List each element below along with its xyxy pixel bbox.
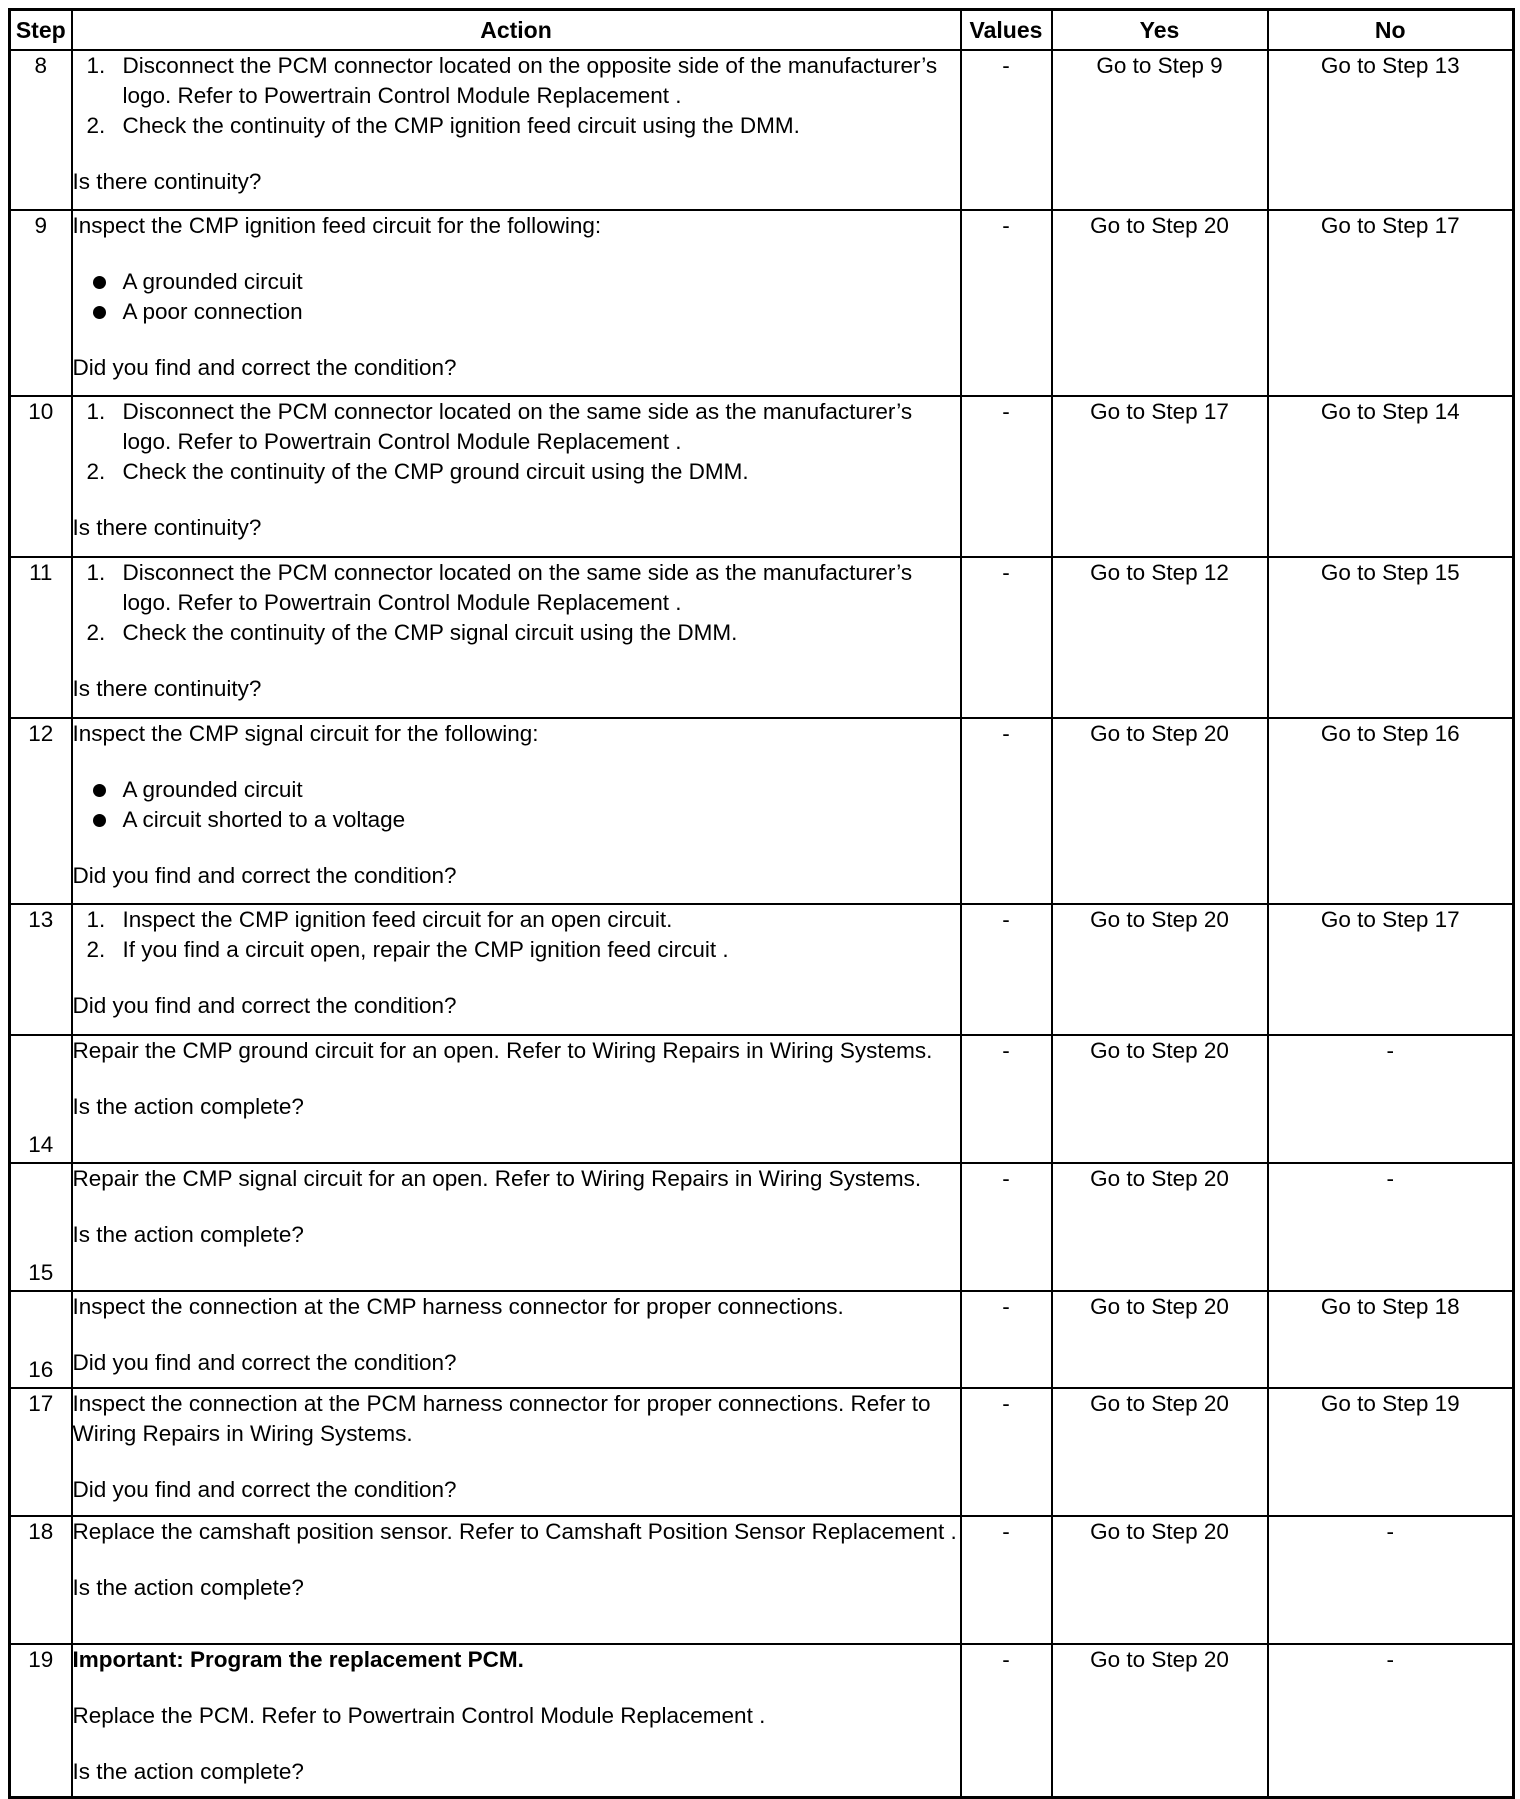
list-item: 1. Inspect the CMP ignition feed circuit for an open circuit. — [86, 907, 673, 932]
values-cell: - — [961, 396, 1052, 557]
step-number: 10 — [10, 396, 72, 557]
action-text: Replace the PCM. Refer to Powertrain Control Module Replacement . — [72, 1703, 766, 1728]
table-row — [10, 557, 1514, 718]
values-cell: - — [961, 210, 1052, 396]
no-cell: - — [1268, 1644, 1514, 1797]
action-cell — [72, 718, 961, 904]
step-number: 13 — [10, 904, 72, 1035]
step-number: 12 — [10, 718, 72, 904]
question-text: Is there continuity? — [72, 676, 262, 701]
action-cell — [72, 1035, 961, 1163]
intro-text: Inspect the CMP signal circuit for the following: — [72, 721, 539, 746]
step-number: 19 — [10, 1644, 72, 1797]
action-text: Inspect the connection at the CMP harness connector for proper connections. — [72, 1294, 844, 1319]
no-cell: Go to Step 19 — [1268, 1388, 1514, 1516]
no-cell: Go to Step 16 — [1268, 718, 1514, 904]
question-text: Is the action complete? — [72, 1094, 304, 1119]
yes-cell: Go to Step 9 — [1052, 50, 1268, 210]
values-cell: - — [961, 1291, 1052, 1388]
action-cell — [72, 557, 961, 718]
action-cell — [72, 1291, 961, 1388]
yes-cell: Go to Step 20 — [1052, 904, 1268, 1035]
list-item: A circuit shorted to a voltage — [73, 805, 960, 835]
question-text: Did you find and correct the condition? — [72, 863, 457, 888]
list-item: 2. Check the continuity of the CMP ignition feed circuit using the DMM. — [86, 113, 800, 138]
yes-cell: Go to Step 20 — [1052, 1163, 1268, 1291]
header-values: Values — [961, 10, 1052, 51]
table-row — [10, 210, 1514, 396]
header-row — [10, 10, 1514, 51]
table-row — [10, 1291, 1514, 1388]
diagnostic-table — [8, 8, 1515, 1799]
header-action: Action — [72, 10, 961, 51]
no-cell: Go to Step 17 — [1268, 210, 1514, 396]
list-item: 1. Disconnect the PCM connector located on the same side as the manufacturer’s logo. Refer to Powertrain Control Module Replacement . — [86, 560, 913, 615]
values-cell: - — [961, 904, 1052, 1035]
no-cell: - — [1268, 1035, 1514, 1163]
table-row — [10, 1035, 1514, 1163]
yes-cell: Go to Step 17 — [1052, 396, 1268, 557]
question-text: Is the action complete? — [72, 1222, 304, 1247]
yes-cell: Go to Step 20 — [1052, 1035, 1268, 1163]
step-number: 16 — [10, 1291, 72, 1388]
question-text: Is there continuity? — [72, 169, 262, 194]
no-cell: - — [1268, 1163, 1514, 1291]
action-cell — [72, 1163, 961, 1291]
no-cell: Go to Step 18 — [1268, 1291, 1514, 1388]
no-cell: Go to Step 13 — [1268, 50, 1514, 210]
action-text: Repair the CMP ground circuit for an open. Refer to Wiring Repairs in Wiring Systems. — [72, 1038, 933, 1063]
table-row — [10, 1388, 1514, 1516]
no-cell: Go to Step 15 — [1268, 557, 1514, 718]
step-number: 17 — [10, 1388, 72, 1516]
table-row — [10, 1644, 1514, 1797]
yes-cell: Go to Step 20 — [1052, 1291, 1268, 1388]
question-text: Is the action complete? — [72, 1575, 304, 1600]
list-item: A grounded circuit — [73, 775, 960, 805]
yes-cell: Go to Step 20 — [1052, 210, 1268, 396]
step-number: 14 — [10, 1035, 72, 1163]
list-item: 2. Check the continuity of the CMP signal circuit using the DMM. — [86, 620, 738, 645]
yes-cell: Go to Step 12 — [1052, 557, 1268, 718]
values-cell: - — [961, 557, 1052, 718]
action-text: Repair the CMP signal circuit for an open. Refer to Wiring Repairs in Wiring Systems. — [72, 1166, 922, 1191]
yes-cell: Go to Step 20 — [1052, 1388, 1268, 1516]
values-cell: - — [961, 1388, 1052, 1516]
step-number: 11 — [10, 557, 72, 718]
action-cell — [72, 210, 961, 396]
header-yes: Yes — [1052, 10, 1268, 51]
table-row — [10, 1163, 1514, 1291]
values-cell: - — [961, 718, 1052, 904]
list-item: 2. If you find a circuit open, repair the CMP ignition feed circuit . — [86, 937, 729, 962]
action-cell — [72, 904, 961, 1035]
important-note: Important: Program the replacement PCM. — [72, 1647, 524, 1672]
step-number: 18 — [10, 1516, 72, 1644]
values-cell: - — [961, 1644, 1052, 1797]
step-number: 8 — [10, 50, 72, 210]
question-text: Did you find and correct the condition? — [72, 993, 457, 1018]
action-text: Inspect the connection at the PCM harness connector for proper connections. Refer to Wiring Repairs in Wiring Systems. — [72, 1391, 931, 1446]
yes-cell: Go to Step 20 — [1052, 718, 1268, 904]
action-text: Replace the camshaft position sensor. Refer to Camshaft Position Sensor Replacement . — [72, 1519, 957, 1544]
table-row — [10, 718, 1514, 904]
table-row — [10, 396, 1514, 557]
yes-cell: Go to Step 20 — [1052, 1644, 1268, 1797]
table-row — [10, 904, 1514, 1035]
header-no: No — [1268, 10, 1514, 51]
question-text: Is the action complete? — [72, 1759, 304, 1784]
list-item: 1. Disconnect the PCM connector located on the opposite side of the manufacturer’s logo. Refer to Powertrain Control Module Replacement . — [86, 53, 938, 108]
values-cell: - — [961, 1035, 1052, 1163]
question-text: Did you find and correct the condition? — [72, 1477, 457, 1502]
question-text: Did you find and correct the condition? — [72, 355, 457, 380]
action-cell — [72, 1516, 961, 1644]
list-item: A grounded circuit — [73, 267, 960, 297]
list-item: 1. Disconnect the PCM connector located on the same side as the manufacturer’s logo. Refer to Powertrain Control Module Replacement . — [86, 399, 913, 454]
no-cell: - — [1268, 1516, 1514, 1644]
yes-cell: Go to Step 20 — [1052, 1516, 1268, 1644]
step-number: 9 — [10, 210, 72, 396]
values-cell: - — [961, 50, 1052, 210]
action-cell — [72, 50, 961, 210]
list-item: A poor connection — [73, 297, 960, 327]
step-number: 15 — [10, 1163, 72, 1291]
question-text: Did you find and correct the condition? — [72, 1350, 457, 1375]
no-cell: Go to Step 17 — [1268, 904, 1514, 1035]
values-cell: - — [961, 1163, 1052, 1291]
table-row — [10, 1516, 1514, 1644]
action-cell — [72, 396, 961, 557]
list-item: 2. Check the continuity of the CMP ground circuit using the DMM. — [86, 459, 749, 484]
header-step: Step — [10, 10, 72, 51]
intro-text: Inspect the CMP ignition feed circuit for the following: — [72, 213, 602, 238]
values-cell: - — [961, 1516, 1052, 1644]
table-row — [10, 50, 1514, 210]
no-cell: Go to Step 14 — [1268, 396, 1514, 557]
action-cell — [72, 1644, 961, 1797]
question-text: Is there continuity? — [72, 515, 262, 540]
action-cell — [72, 1388, 961, 1516]
